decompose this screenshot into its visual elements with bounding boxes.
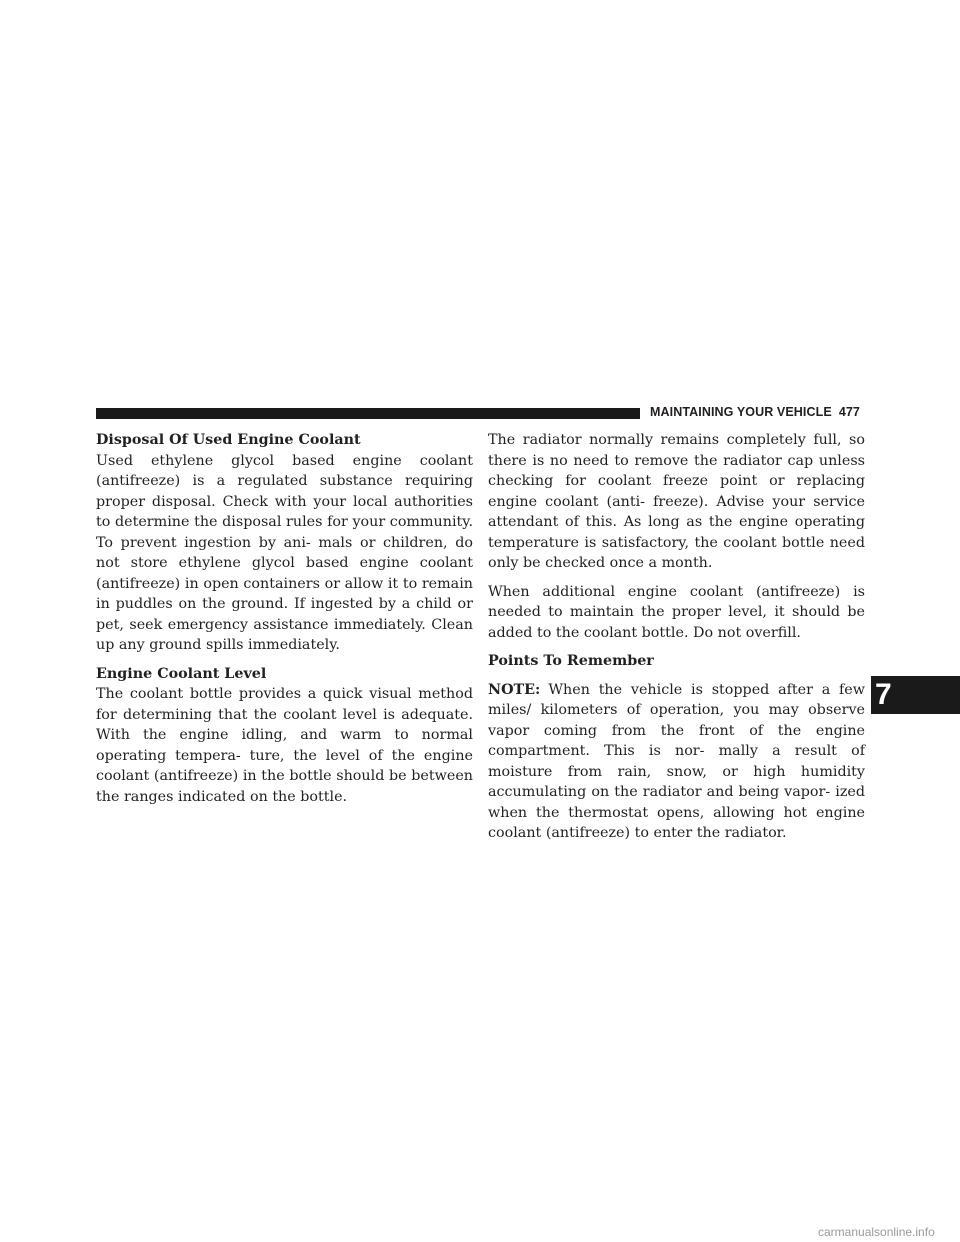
- paragraph-coolant-level: The coolant bottle provides a quick visual method for determining that the coolant level is adequate. With the engine idling, and warm to normal operating tempera- ture, the level of the engine coolant (antifreeze) in the bottle should be between the ranges indicated on the bottle.: [96, 686, 473, 805]
- heading-points-to-remember: Points To Remember: [488, 653, 654, 669]
- note-label: NOTE:: [488, 681, 541, 698]
- right-column: [488, 430, 865, 852]
- heading-coolant-level: Engine Coolant Level: [96, 665, 267, 682]
- watermark: carmanualsonline.info: [818, 1225, 935, 1239]
- chapter-tab: 7: [871, 676, 960, 714]
- running-header: [650, 405, 860, 419]
- left-column: [96, 430, 473, 815]
- paragraph-additional-coolant: When additional engine coolant (antifreeze) is needed to maintain the proper level, it should be added to the coolant bottle. Do not overfill.: [488, 583, 865, 641]
- paragraph-radiator: The radiator normally remains completely full, so there is no need to remove the radiator cap unless checking for coolant freeze point or replacing engine coolant (anti- freeze). Advise your service attendant of this. As long as the engine operating temperature is satisfactory, the coolant bottle need only be checked once a month.: [488, 432, 865, 571]
- heading-disposal: Disposal Of Used Engine Coolant: [96, 432, 361, 448]
- header-rule: [96, 408, 640, 419]
- page-number: 477: [838, 405, 860, 419]
- note-paragraph: [488, 680, 865, 844]
- note-text: When the vehicle is stopped after a few miles/ kilometers of operation, you may observe vapor coming from the front of the engine compartment. This is nor- mally a result of moisture from rain, snow, or high humidity accumulating on the radiator and being vapor- ized when the thermostat opens, allowing hot engine coolant (antifreeze) to enter the radiator.: [488, 681, 865, 841]
- paragraph-disposal: Used ethylene glycol based engine coolant (antifreeze) is a regulated substance requiring proper disposal. Check with your local authorities to determine the disposal rules for your community. To prevent ingestion by ani- mals or children, do not store ethylene glycol based engine coolant (antifreeze) in open containers or allow it to remain in puddles on the ground. If ingested by a child or pet, seek emergency assistance immediately. Clean up any ground spills immediately.: [96, 452, 473, 653]
- section-title: MAINTAINING YOUR VEHICLE: [650, 405, 832, 419]
